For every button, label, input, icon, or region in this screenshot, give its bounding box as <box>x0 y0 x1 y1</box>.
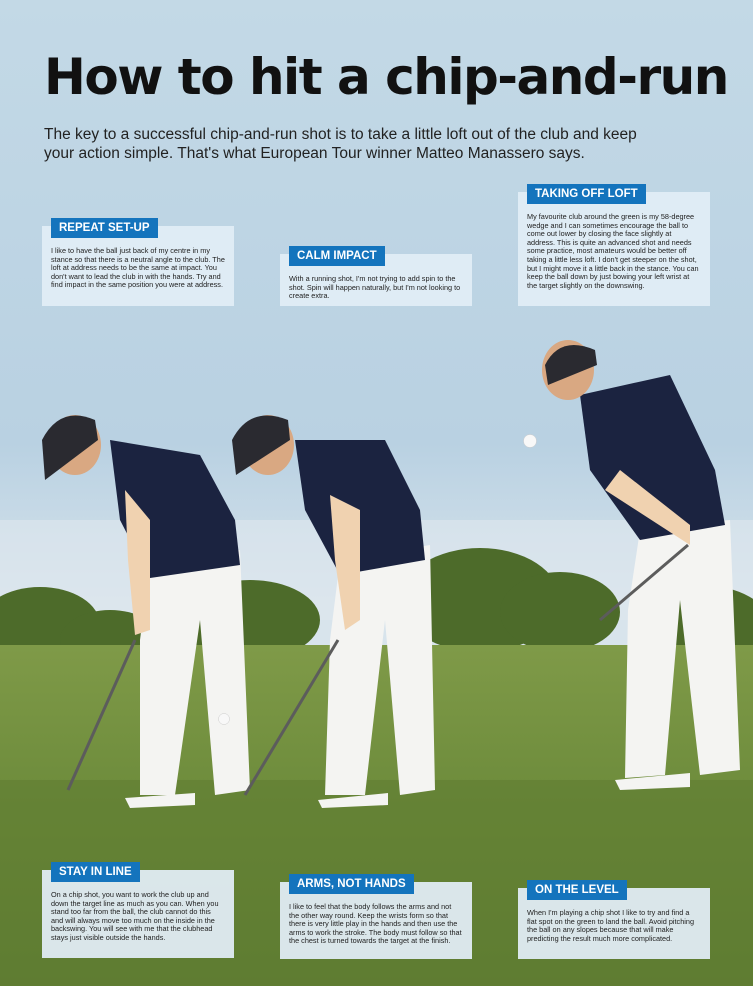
intro-text: The key to a successful chip-and-run shot is to take a little loft out of the club and keep your action simple. That's what European Tour winner Matteo Manassero says. <box>44 126 637 162</box>
tip-heading: ARMS, NOT HANDS <box>289 874 414 894</box>
tip-arms-not-hands <box>280 878 472 959</box>
tip-heading: STAY IN LINE <box>51 862 140 882</box>
tip-heading: TAKING OFF LOFT <box>527 184 646 204</box>
tip-heading: REPEAT SET-UP <box>51 218 158 238</box>
ball-in-flight <box>524 435 537 448</box>
tip-repeat-setup <box>42 222 234 306</box>
tip-heading: ON THE LEVEL <box>527 880 627 900</box>
page-title: How to hit a chip-and-run <box>44 48 728 106</box>
tip-stay-in-line <box>42 866 234 958</box>
tip-text: I like to have the ball just back of my centre in my stance so that there is a neutral angle to the club. The loft at address needs to be the same at impact. You don't want to lead the club in with the hands. Try and find impact in the same position you were at address. <box>51 246 225 290</box>
tip-text: I like to feel that the body follows the arms and not the other way round. Keep the wrists form so that there is very little play in the hands and then use the arms to work the stroke. The body must follow so that the chest is turned towards the target at the finish. <box>289 902 462 946</box>
tip-on-the-level <box>518 884 710 959</box>
tip-heading: CALM IMPACT <box>289 246 385 266</box>
tip-text: My favourite club around the green is my 58-degree wedge and I can sometimes encourage the ball to come out lower by closing the face slightly at address. This is quite an advanced shot and needs some practice, most amateurs would be better off taking a little less loft. I don't get steeper on the shot, but I might move it a little back in the stance. You can keep the ball down by just bowing your left wrist at the target slightly on the downswing. <box>527 212 699 290</box>
ball-on-grass <box>219 714 230 725</box>
tip-text: On a chip shot, you want to work the club up and down the target line as much as you can. When you stand too far from the ball, the club cannot do this and will always move too much on the inside in the backswing. You will see with me that the clubhead stays just visible outside the hands. <box>51 890 219 942</box>
tip-text: With a running shot, I'm not trying to add spin to the shot. Spin will happen naturally, but I'm not looking to create extra. <box>289 274 461 301</box>
tip-text: When I'm playing a chip shot I like to try and find a flat spot on the green to land the ball. Avoid pitching the ball on any slopes because that will make predicting the result much more complicated. <box>527 908 695 943</box>
tip-calm-impact <box>280 250 472 306</box>
tip-taking-off-loft <box>518 188 710 306</box>
